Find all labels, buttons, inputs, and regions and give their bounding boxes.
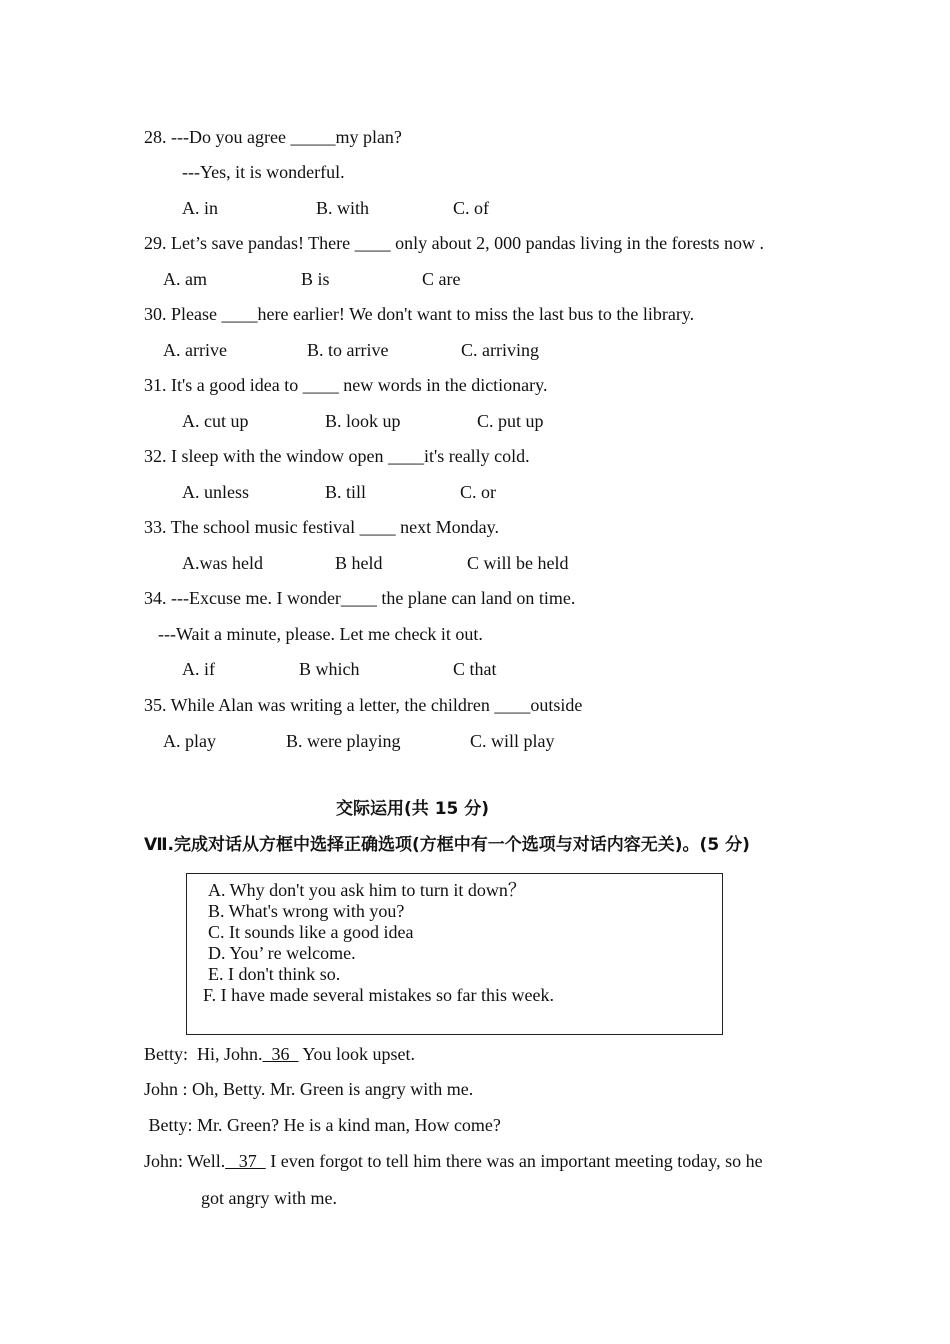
question-28-stem: 28. ---Do you agree _____my plan? (144, 127, 402, 147)
question-35-stem: 35. While Alan was writing a letter, the children ____outside (144, 695, 583, 715)
question-29-stem: 29. Let’s save pandas! There ____ only about 2, 000 pandas living in the forests now . (144, 233, 765, 253)
blank-37: 37 (225, 1151, 266, 1171)
dialogue-line-1-start: Betty: Hi, John. (144, 1044, 263, 1064)
question-35-option-c: C. will play (470, 731, 555, 751)
question-28-reply: ---Yes, it is wonderful. (182, 162, 345, 182)
section-instruction: Ⅶ.完成对话从方框中选择正确选项(方框中有一个选项与对话内容无关)。(5 分) (144, 835, 750, 855)
dialogue-line-3: Betty: Mr. Green? He is a kind man, How come? (144, 1115, 501, 1135)
choice-f: F. I have made several mistakes so far this week. (203, 985, 554, 1005)
choice-a: A. Why don't you ask him to turn it down？ (208, 880, 526, 900)
choice-b: B. What's wrong with you? (208, 901, 405, 921)
question-29-option-a: A. am (163, 269, 207, 289)
choice-d: D. You’ re welcome. (208, 943, 356, 963)
dialogue-line-4-start: John: Well. (144, 1151, 226, 1171)
question-32-option-b: B. till (325, 482, 367, 502)
question-32-stem: 32. I sleep with the window open ____it's really cold. (144, 446, 530, 466)
question-30-option-c: C. arriving (461, 340, 539, 360)
question-31-option-a: A. cut up (182, 411, 249, 431)
question-34-option-c: C that (453, 659, 497, 679)
question-34-option-a: A. if (182, 659, 215, 679)
question-34-reply: ---Wait a minute, please. Let me check it out. (158, 624, 483, 644)
section-title: 交际运用(共 15 分) (336, 799, 490, 819)
question-30-stem: 30. Please ____here earlier! We don't want to miss the last bus to the library. (144, 304, 695, 324)
question-28-option-a: A. in (182, 198, 218, 218)
question-31-option-b: B. look up (325, 411, 401, 431)
blank-36: 36 (262, 1044, 299, 1064)
dialogue-line-5: got angry with me. (201, 1188, 337, 1208)
choice-c: C. It sounds like a good idea (208, 922, 414, 942)
question-29-option-c: C are (422, 269, 461, 289)
question-28-option-c: C. of (453, 198, 489, 218)
question-33-option-b: B held (335, 553, 383, 573)
question-32-option-c: C. or (460, 482, 496, 502)
question-34-stem: 34. ---Excuse me. I wonder____ the plane can land on time. (144, 588, 576, 608)
question-35-option-a: A. play (163, 731, 216, 751)
dialogue-line-4-end: I even forgot to tell him there was an important meeting today, so he (265, 1151, 763, 1171)
question-33-option-a: A.was held (182, 553, 263, 573)
question-33-stem: 33. The school music festival ____ next Monday. (144, 517, 499, 537)
question-30-option-b: B. to arrive (307, 340, 389, 360)
question-35-option-b: B. were playing (286, 731, 401, 751)
question-31-stem: 31. It's a good idea to ____ new words in the dictionary. (144, 375, 548, 395)
question-34-option-b: B which (299, 659, 360, 679)
dialogue-line-2: John : Oh, Betty. Mr. Green is angry with me. (144, 1079, 474, 1099)
question-31-option-c: C. put up (477, 411, 544, 431)
question-33-option-c: C will be held (467, 553, 569, 573)
choice-e: E. I don't think so. (208, 964, 341, 984)
question-30-option-a: A. arrive (163, 340, 227, 360)
question-28-option-b: B. with (316, 198, 370, 218)
choices-box (186, 873, 723, 1035)
dialogue-line-1 (144, 1043, 415, 1065)
question-29-option-b: B is (301, 269, 330, 289)
question-32-option-a: A. unless (182, 482, 249, 502)
dialogue-line-4 (144, 1150, 763, 1172)
dialogue-line-1-end: You look upset. (298, 1044, 416, 1064)
